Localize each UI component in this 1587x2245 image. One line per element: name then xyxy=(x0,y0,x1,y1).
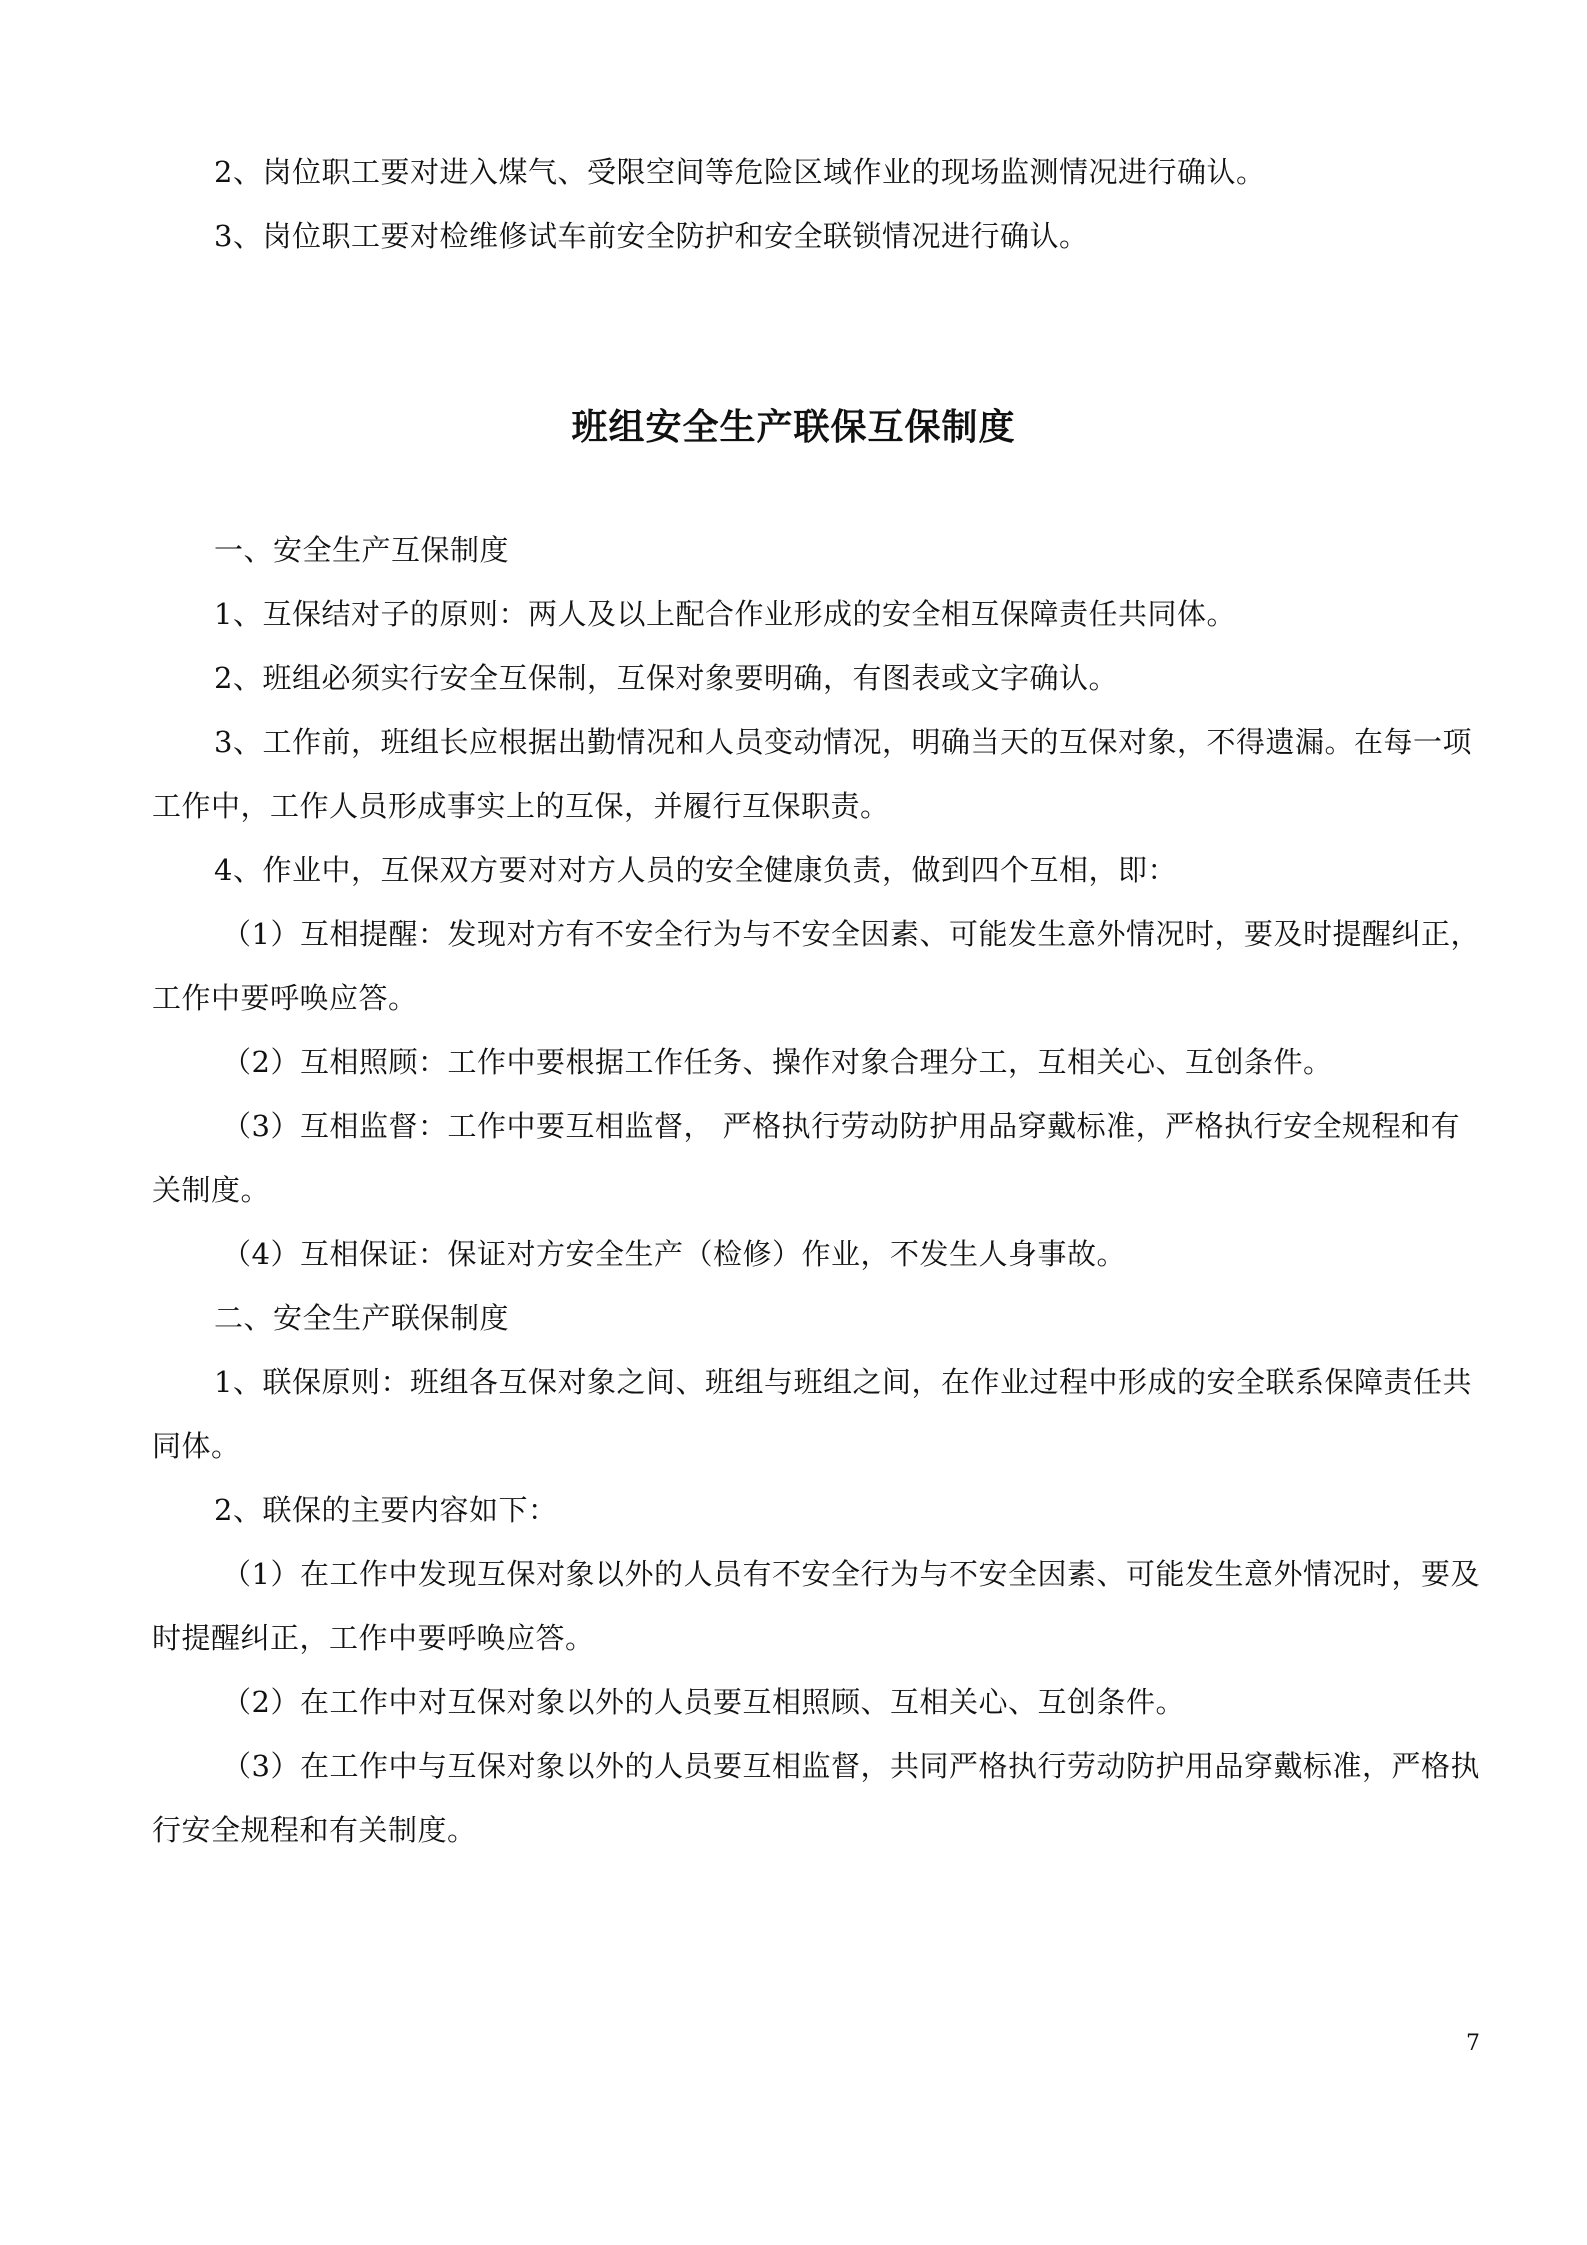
top-item-2: 2、岗位职工要对进入煤气、受限空间等危险区域作业的现场监测情况进行确认。 xyxy=(214,155,1266,189)
paragraph-5: 1、联保原则：班组各互保对象之间、班组与班组之间，在作业过程中形成的安全联系保障责任共同体。 xyxy=(152,1365,1472,1463)
heading-joint-protection: 二、安全生产联保制度 xyxy=(214,1301,510,1335)
section-body xyxy=(152,518,1482,1862)
paragraph-6: 2、联保的主要内容如下： xyxy=(214,1493,558,1527)
paragraph-6-2: （2）在工作中对互保对象以外的人员要互相照顾、互相关心、互创条件。 xyxy=(222,1685,1185,1719)
paragraph-4: 4、作业中，互保双方要对对方人员的安全健康负责，做到四个互相，即： xyxy=(214,853,1177,887)
paragraph-3: 3、工作前，班组长应根据出勤情况和人员变动情况，明确当天的互保对象，不得遗漏。在每一项工作中，工作人员形成事实上的互保，并履行互保职责。 xyxy=(152,725,1472,823)
paragraph-4-2: （2）互相照顾：工作中要根据工作任务、操作对象合理分工，互相关心、互创条件。 xyxy=(222,1045,1333,1079)
top-item-3: 3、岗位职工要对检维修试车前安全防护和安全联锁情况进行确认。 xyxy=(214,219,1089,253)
section-title: 班组安全生产联保互保制度 xyxy=(571,407,1016,448)
top-items xyxy=(152,140,1482,268)
paragraph-6-3: （3）在工作中与互保对象以外的人员要互相监督，共同严格执行劳动防护用品穿戴标准，严格执行安全规程和有关制度。 xyxy=(152,1749,1480,1847)
page-number: 7 xyxy=(1466,2031,1480,2056)
paragraph-1: 1、互保结对子的原则：两人及以上配合作业形成的安全相互保障责任共同体。 xyxy=(214,597,1236,631)
paragraph-4-4: （4）互相保证：保证对方安全生产（检修）作业，不发生人身事故。 xyxy=(222,1237,1126,1271)
paragraph-2: 2、班组必须实行安全互保制，互保对象要明确，有图表或文字确认。 xyxy=(214,661,1118,695)
paragraph-4-1: （1）互相提醒：发现对方有不安全行为与不安全因素、可能发生意外情况时，要及时提醒纠正，工作中要呼唤应答。 xyxy=(152,917,1480,1015)
heading-mutual-protection: 一、安全生产互保制度 xyxy=(214,533,510,567)
paragraph-4-3: （3）互相监督：工作中要互相监督， 严格执行劳动防护用品穿戴标准，严格执行安全规程和有关制度。 xyxy=(152,1109,1461,1207)
paragraph-6-1: （1）在工作中发现互保对象以外的人员有不安全行为与不安全因素、可能发生意外情况时，要及时提醒纠正，工作中要呼唤应答。 xyxy=(152,1557,1480,1655)
